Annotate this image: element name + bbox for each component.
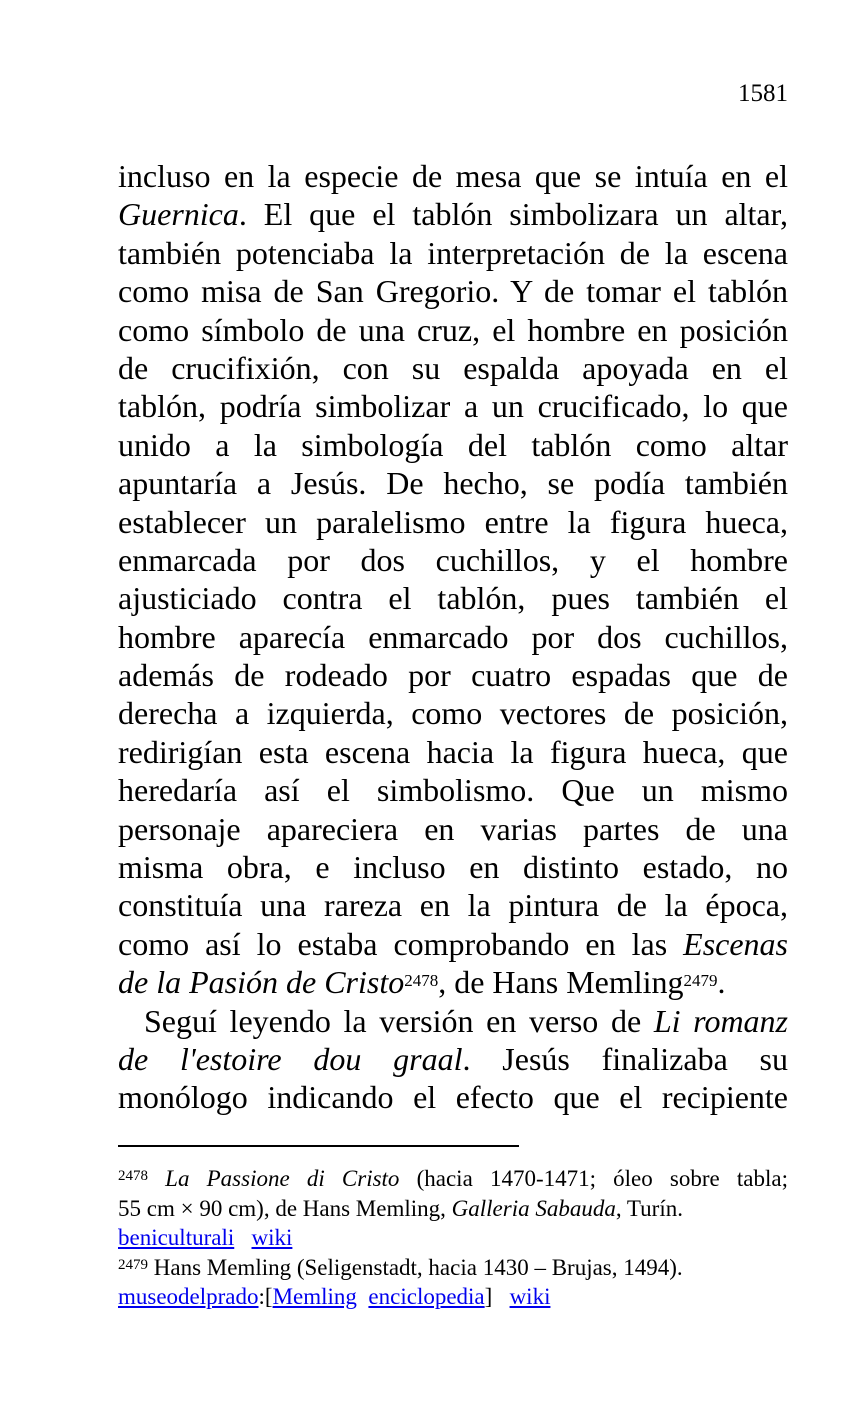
text-line: unido a la simbología del tablón como altar [118,426,788,463]
text-line: monólogo indicando el efecto que el recipiente [118,1079,788,1116]
footnote-artwork-title: La Passione di Cristo [165,1166,400,1191]
text-line: hombre aparecía enmarcado por dos cuchillos, [118,618,788,655]
footnote-ref-2478[interactable]: 2478 [404,971,439,991]
footnote-number: 2479 [118,1256,148,1273]
beniculturali-link[interactable]: beniculturali [118,1225,235,1250]
text-line: personaje apareciera en varias partes de una [118,810,788,847]
artwork-title-pasion: de la Pasión de Cristo [118,964,405,1001]
text-fragment: Seguí leyendo la versión en verso de [144,1002,654,1039]
text-fragment: Hans Memling (Seligenstadt, hacia 1430 – Brujas, 1494). [148,1254,683,1280]
museodelprado-link[interactable]: museodelprado [118,1284,259,1309]
text-line [118,1040,788,1078]
work-title-li-romanz: Li romanz [653,1002,789,1039]
text-fragment: ] [484,1284,493,1309]
footnote-number: 2478 [118,1168,148,1184]
text-line [118,963,788,1001]
footnote-2479 [118,1253,788,1283]
text-line: como misa de San Gregorio. Y de tomar el tablón [118,273,788,310]
text-fragment: :[ [258,1284,273,1309]
text-line: constituía una rareza en la pintura de la época, [118,887,788,924]
enciclopedia-link[interactable]: enciclopedia [368,1284,485,1309]
text-line: ajusticiado contra el tablón, pues también el [118,580,788,617]
text-line: como símbolo de una cruz, el hombre en posición [118,311,788,348]
text-fragment: 55 cm × 90 cm), de Hans Memling, [118,1195,452,1221]
footnote-ref-2479[interactable]: 2479 [683,971,718,991]
page-number: 1581 [738,80,788,107]
text-line [118,1002,788,1040]
footnote-museum: Galleria Sabauda [451,1195,616,1221]
wiki-link[interactable]: wiki [251,1225,293,1250]
text-line: incluso en la especie de mesa que se intuía en el [118,158,788,194]
text-fragment: como así lo estaba comprobando en las [118,925,684,962]
text-line: tablón, podría simbolizar a un crucificado, lo que [118,388,788,425]
text-fragment: . [717,964,726,1001]
text-line: apuntaría a Jesús. De hecho, se podía también [118,465,788,502]
footnote-line [118,1194,788,1224]
footnote-2478 [118,1164,788,1194]
text-line: misma obra, e incluso en distinto estado, no [118,849,788,886]
text-line: de crucifixión, con su espalda apoyada en el [118,349,788,386]
footnote-links [118,1282,788,1312]
footnotes [118,1164,788,1312]
memling-link[interactable]: Memling [272,1284,357,1309]
text-fragment: . Jesús finalizaba su [462,1040,789,1077]
body-text [118,157,788,1117]
text-line: establecer un paralelismo entre la figura hueca, [118,503,788,540]
footnote-links [118,1223,788,1253]
text-line: además de rodeado por cuatro espadas que de [118,657,788,694]
text-line: también potenciaba la interpretación de la escena [118,234,788,271]
artwork-title-guernica: Guernica [118,196,239,233]
wiki-link[interactable]: wiki [509,1284,551,1309]
text-line [118,195,788,233]
text-line: heredaría así el simbolismo. Que un mismo [118,772,788,809]
text-fragment: . El que el tablón simbolizara un altar, [238,196,788,233]
text-line: enmarcada por dos cuchillos, y el hombre [118,541,788,578]
text-line: derecha a izquierda, como vectores de posición, [118,695,788,732]
text-fragment: (hacia 1470-1471; óleo sobre tabla; [399,1166,788,1191]
work-title-estoire: de l'estoire dou graal [118,1040,463,1077]
text-fragment: , Turín. [615,1195,683,1221]
text-line [118,925,788,963]
footnote-separator [118,1145,519,1147]
text-fragment: , de Hans Memling [438,964,684,1001]
text-line: redirigían esta escena hacia la figura hueca, que [118,733,788,770]
artwork-title-escenas: Escenas [683,925,788,962]
